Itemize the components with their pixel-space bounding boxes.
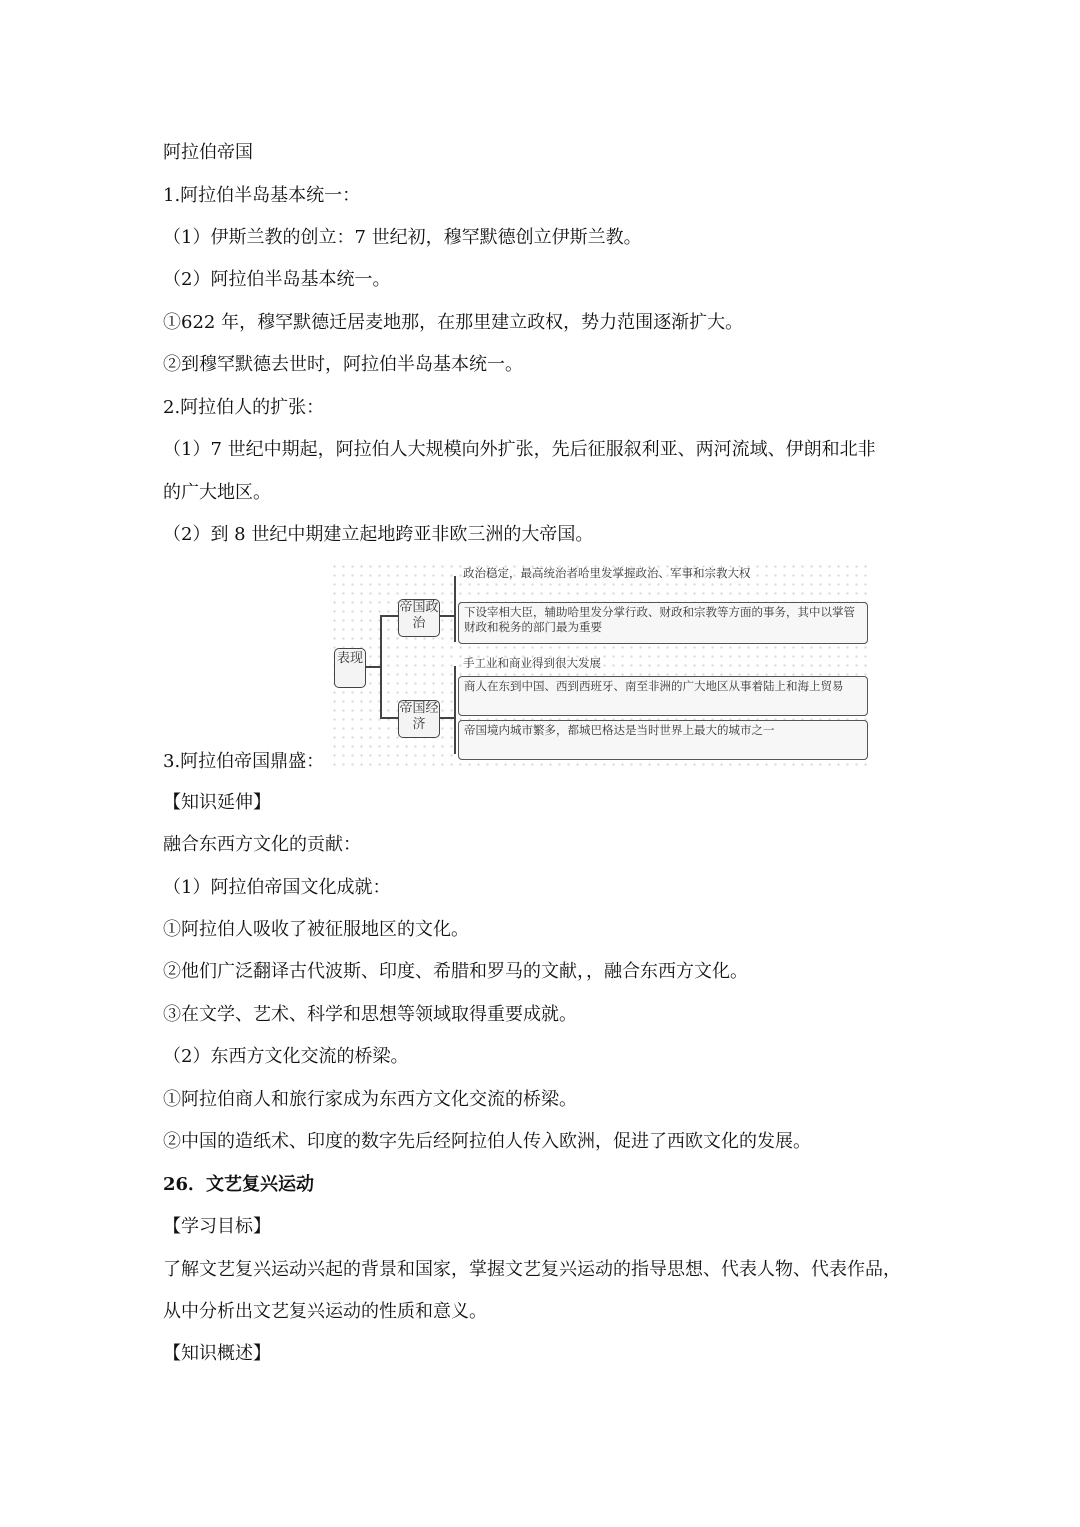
chapter-heading: 26．文艺复兴运动 [163, 1174, 315, 1195]
text-line: 融合东西方文化的贡献： [163, 834, 361, 855]
connector [366, 666, 380, 668]
text-line: （2）到 8 世纪中期建立起地跨亚非欧三洲的大帝国。 [163, 524, 594, 545]
text-line: （1）阿拉伯帝国文化成就： [163, 877, 391, 898]
text-line: ②他们广泛翻译古代波斯、印度、希腊和罗马的文献，，融合东西方文化。 [163, 961, 748, 982]
diagram-leaf: 下设宰相大臣，辅助哈里发分掌行政、财政和宗教等方面的事务，其中以掌管财政和税务的部门最为重要 [458, 602, 868, 644]
text-line: （1）伊斯兰教的创立：7 世纪初，穆罕默德创立伊斯兰教。 [163, 227, 642, 248]
diagram-node-politics: 帝国政治 [398, 599, 440, 637]
diagram-leaf: 帝国境内城市繁多，都城巴格达是当时世界上最大的城市之一 [458, 720, 868, 760]
diagram-node-economy: 帝国经济 [398, 700, 440, 738]
text-line: 从中分析出文艺复兴运动的性质和意义。 [163, 1301, 487, 1322]
text-line: （2）阿拉伯半岛基本统一。 [163, 269, 391, 290]
text-line: （2）东西方文化交流的桥梁。 [163, 1046, 409, 1067]
text-line: 1.阿拉伯半岛基本统一： [163, 185, 361, 206]
connector [454, 576, 456, 642]
connector [440, 615, 454, 617]
diagram-leaf: 商人在东到中国、西到西班牙、南至非洲的广大地区从事着陆上和海上贸易 [458, 676, 868, 716]
connector [380, 717, 398, 719]
diagram-leaf: 手工业和商业得到很大发展 [463, 656, 601, 670]
text-line: ①阿拉伯人吸收了被征服地区的文化。 [163, 919, 469, 940]
text-line: ①622 年，穆罕默德迁居麦地那，在那里建立政权，势力范围逐渐扩大。 [163, 312, 744, 333]
subheading: 【学习目标】 [163, 1216, 271, 1237]
text-line: （1）7 世纪中期起，阿拉伯人大规模向外扩张，先后征服叙利亚、两河流域、伊朗和北非 [163, 439, 876, 460]
connector [380, 615, 382, 719]
text-line: ②到穆罕默德去世时，阿拉伯半岛基本统一。 [163, 354, 523, 375]
mind-map-diagram [330, 562, 870, 767]
text-line: ②中国的造纸术、印度的数字先后经阿拉伯人传入欧洲，促进了西欧文化的发展。 [163, 1131, 811, 1152]
text-line: 2.阿拉伯人的扩张： [163, 397, 325, 418]
text-line: 3.阿拉伯帝国鼎盛： [163, 751, 325, 772]
text-line: 了解文艺复兴运动兴起的背景和国家，掌握文艺复兴运动的指导思想、代表人物、代表作品， [163, 1259, 901, 1280]
section-heading: 阿拉伯帝国 [163, 142, 253, 163]
subheading: 【知识延伸】 [163, 792, 271, 813]
text-line: ③在文学、艺术、科学和思想等领域取得重要成就。 [163, 1004, 577, 1025]
text-line: 的广大地区。 [163, 482, 271, 503]
connector [440, 717, 454, 719]
diagram-root-node: 表现 [334, 648, 366, 688]
diagram-leaf: 政治稳定，最高统治者哈里发掌握政治、军事和宗教大权 [463, 566, 751, 580]
connector [454, 666, 456, 754]
subheading: 【知识概述】 [163, 1343, 271, 1364]
connector [380, 615, 398, 617]
text-line: ①阿拉伯商人和旅行家成为东西方文化交流的桥梁。 [163, 1089, 577, 1110]
